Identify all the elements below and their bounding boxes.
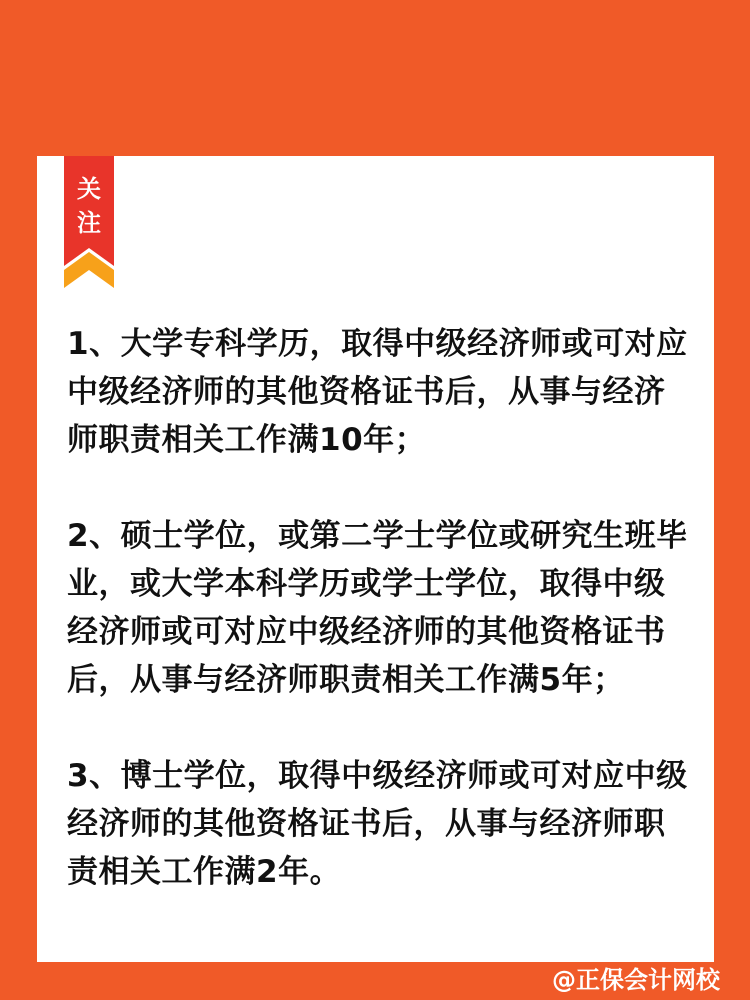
watermark-text: @正保会计网校 — [552, 966, 720, 994]
follow-ribbon — [64, 156, 114, 288]
requirement-item-2: 2、硕士学位，或第二学士学位或研究生班毕业，或大学本科学历或学士学位，取得中级经济师或可对应中级经济师的其他资格证书后，从事与经济师职责相关工作满5年； — [67, 518, 688, 698]
requirement-item-3: 3、博士学位，取得中级经济师或可对应中级经济师的其他资格证书后，从事与经济师职责相关工作满2年。 — [67, 758, 688, 890]
ribbon-label — [64, 172, 114, 240]
requirements-list — [67, 320, 692, 944]
requirement-item-1: 1、大学专科学历，取得中级经济师或可对应中级经济师的其他资格证书后，从事与经济师职责相关工作满10年； — [67, 326, 688, 458]
ribbon-char-1: 关 — [77, 175, 101, 203]
ribbon-char-2: 注 — [77, 209, 101, 237]
content-card — [37, 156, 714, 962]
